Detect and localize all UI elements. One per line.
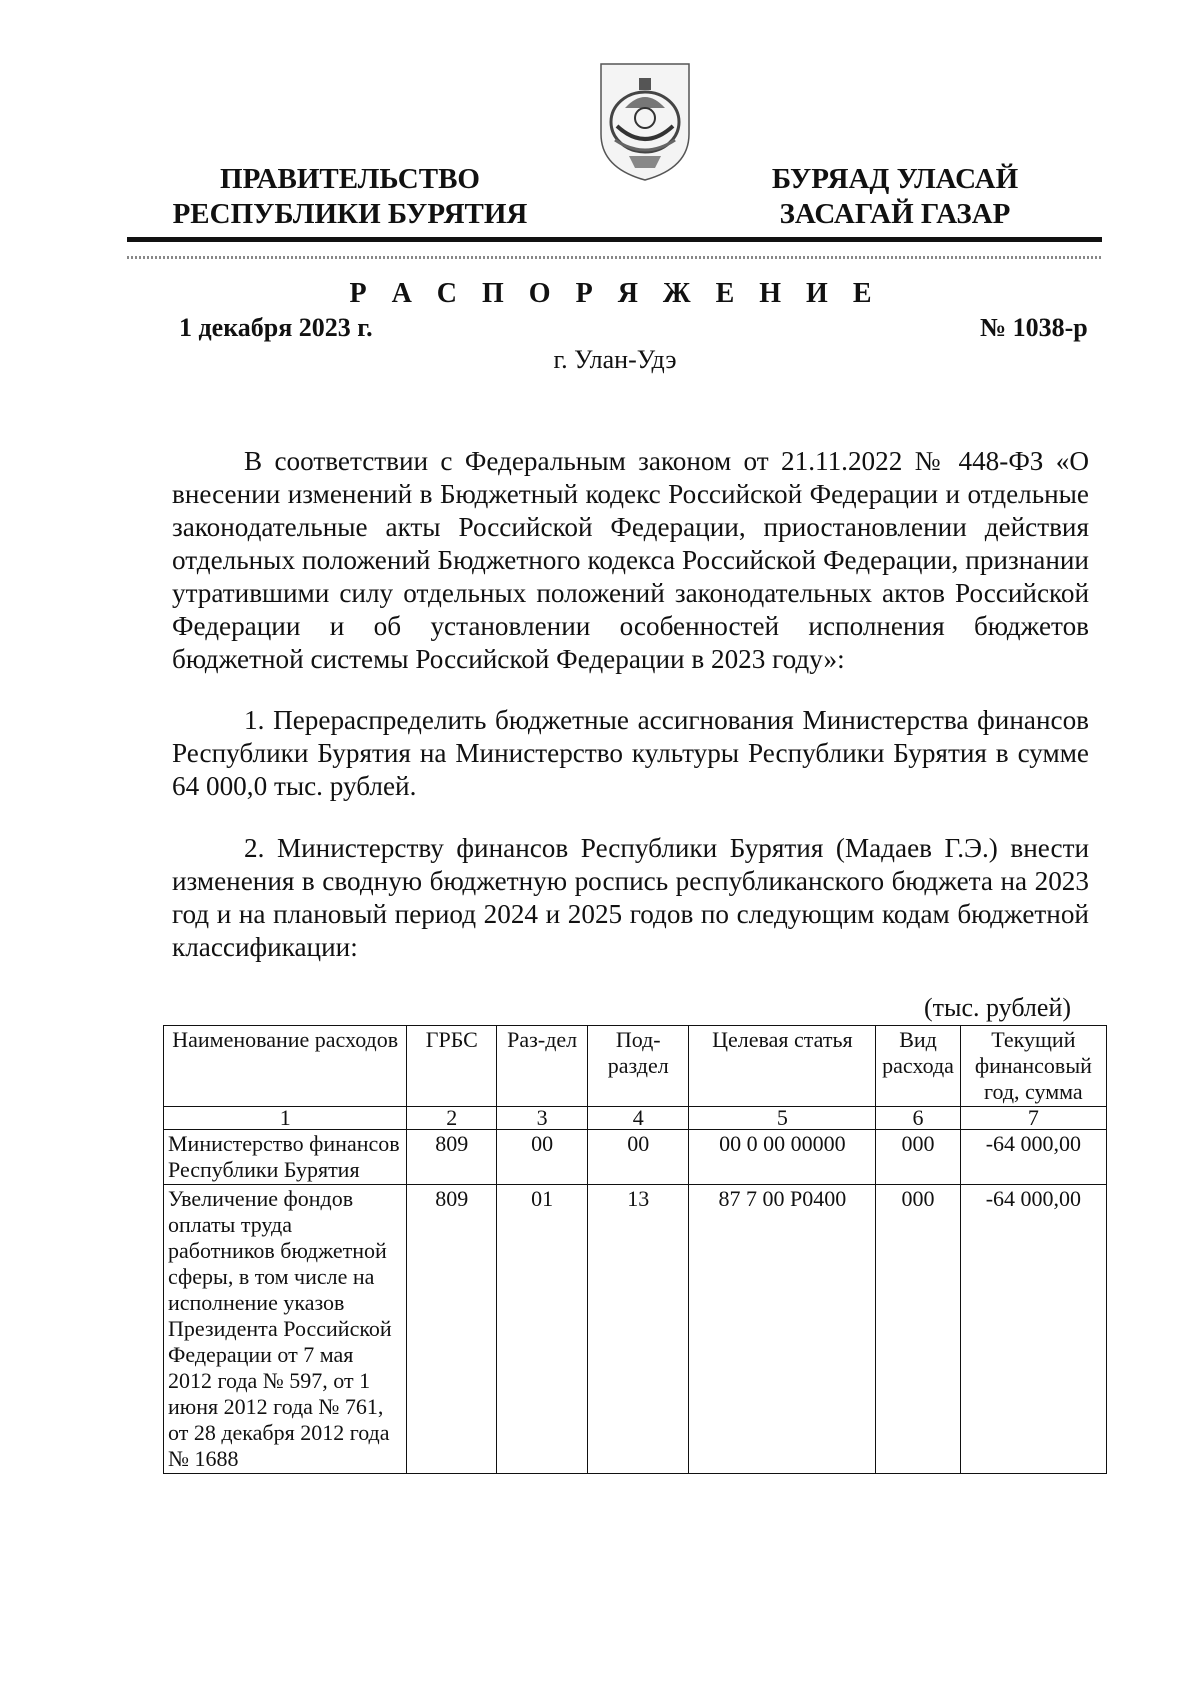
header-target: Целевая статья xyxy=(689,1026,876,1107)
table-column-numbers-row xyxy=(164,1107,1107,1130)
header-grbs: ГРБС xyxy=(407,1026,497,1107)
document-city: г. Улан-Удэ xyxy=(553,345,677,374)
table-row xyxy=(164,1130,1107,1185)
header-divider-dotted xyxy=(127,256,1102,259)
row-vid: 000 xyxy=(876,1130,960,1185)
table-units: (тыс. рублей) xyxy=(924,993,1072,1022)
issuer-line-1: ПРАВИТЕЛЬСТВО xyxy=(220,163,480,195)
document-type: Р А С П О Р Я Ж Е Н И Е xyxy=(349,278,881,309)
header-divider xyxy=(127,237,1102,242)
row-target: 87 7 00 Р0400 xyxy=(689,1185,876,1474)
header-vid: Вид расхода xyxy=(876,1026,960,1107)
row-target: 00 0 00 00000 xyxy=(689,1130,876,1185)
header-razdel: Раз-дел xyxy=(497,1026,588,1107)
document-date: 1 декабря 2023 г. xyxy=(179,313,373,342)
row-razdel: 00 xyxy=(497,1130,588,1185)
issuer-name-buryat xyxy=(740,162,1050,232)
col-number: 7 xyxy=(960,1107,1106,1130)
issuer-buryat-line-1: БУРЯАД УЛАСАЙ xyxy=(771,163,1019,195)
table-row xyxy=(164,1185,1107,1474)
row-sum: -64 000,00 xyxy=(960,1130,1106,1185)
header-sum: Текущий финансовый год, сумма xyxy=(960,1026,1106,1107)
col-number: 1 xyxy=(164,1107,407,1130)
item-1-text: 1. Перераспределить бюджетные ассигнования Министерства финансов Республики Бурятия на Министерство культуры Республики Бурятия в сумме 64 000,0 тыс. рублей. xyxy=(172,705,1089,801)
row-podrazdel: 13 xyxy=(588,1185,689,1474)
coat-of-arms-icon xyxy=(595,56,695,184)
row-name: Министерство финансов Республики Бурятия xyxy=(164,1130,407,1185)
col-number: 5 xyxy=(689,1107,876,1130)
row-vid: 000 xyxy=(876,1185,960,1474)
item-2-text: 2. Министерству финансов Республики Бурятия (Мадаев Г.Э.) внести изменения в сводную бюджетную роспись республиканского бюджета на 2023 год и на плановый период 2024 и 2025 годов по следующим кодам бюджетной классификации: xyxy=(172,833,1089,962)
row-podrazdel: 00 xyxy=(588,1130,689,1185)
document-number: № 1038-р xyxy=(980,313,1088,342)
col-number: 3 xyxy=(497,1107,588,1130)
row-grbs: 809 xyxy=(407,1130,497,1185)
table-header-row xyxy=(164,1026,1107,1107)
preamble-text: В соответствии с Федеральным законом от 21.11.2022 № 448-ФЗ «О внесении изменений в Бюджетный кодекс Российской Федерации и отдельные законодательные акты Российской Федерации, приостановлении действия отдельных положений Бюджетного кодекса Российской Федерации, признании утратившими силу отдельных положений законодательных актов Российской Федерации и об установлении особенностей исполнения бюджетов бюджетной системы Российской Федерации в 2023 году»: xyxy=(172,446,1089,674)
issuer-name-russian xyxy=(150,162,550,232)
header-podrazdel: Под-раздел xyxy=(588,1026,689,1107)
row-name: Увеличение фондов оплаты труда работников бюджетной сферы, в том числе на исполнение указов Президента Российской Федерации от 7 мая 2012 года № 597, от 1 июня 2012 года № 761, от 28 декабря 2012 года № 1688 xyxy=(164,1185,407,1474)
issuer-buryat-line-2: ЗАСАГАЙ ГАЗАР xyxy=(779,198,1011,230)
issuer-line-2: РЕСПУБЛИКИ БУРЯТИЯ xyxy=(172,198,528,230)
row-razdel: 01 xyxy=(497,1185,588,1474)
item-2-paragraph xyxy=(172,832,1089,964)
item-1-paragraph xyxy=(172,704,1089,803)
header-name: Наименование расходов xyxy=(164,1026,407,1107)
row-grbs: 809 xyxy=(407,1185,497,1474)
row-sum: -64 000,00 xyxy=(960,1185,1106,1474)
col-number: 4 xyxy=(588,1107,689,1130)
preamble-paragraph xyxy=(172,445,1089,676)
col-number: 6 xyxy=(876,1107,960,1130)
budget-table xyxy=(163,1025,1107,1474)
col-number: 2 xyxy=(407,1107,497,1130)
